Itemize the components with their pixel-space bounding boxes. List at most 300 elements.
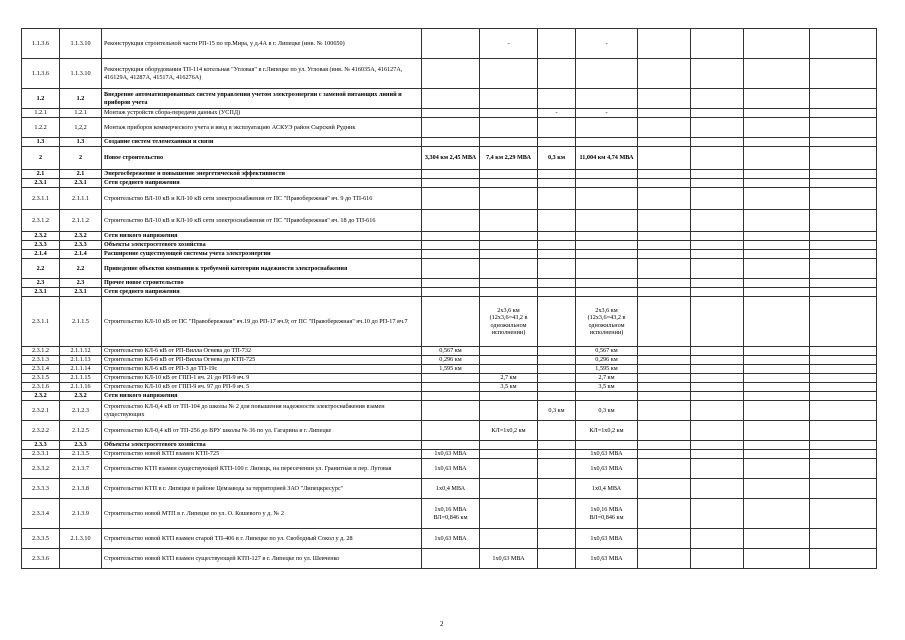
extra-col-3 <box>744 89 810 109</box>
row-code: 2.3 <box>60 279 102 288</box>
extra-col-4 <box>810 279 877 288</box>
row-description: Новое строительство <box>102 147 422 170</box>
value-col-3 <box>538 479 576 499</box>
table-row <box>22 297 877 347</box>
row-number: 2.3 <box>22 279 60 288</box>
extra-col-2 <box>691 392 744 401</box>
extra-col-1 <box>638 365 691 374</box>
extra-col-1 <box>638 297 691 347</box>
value-col-3 <box>538 365 576 374</box>
row-number: 1.2 <box>22 89 60 109</box>
extra-col-1 <box>638 250 691 259</box>
value-col-2 <box>480 347 538 356</box>
value-total <box>576 250 638 259</box>
row-number: 2.1 <box>22 170 60 179</box>
extra-col-2 <box>691 59 744 89</box>
row-description: Строительство новой МТП в г. Липецке по ул. О. Кошевого у д. № 2 <box>102 499 422 529</box>
value-col-2 <box>480 288 538 297</box>
value-total: 0,3 км <box>576 401 638 421</box>
extra-col-2 <box>691 188 744 210</box>
value-total <box>576 441 638 450</box>
value-col-1: 0,296 км <box>422 356 480 365</box>
value-total: 1х0,63 МВА <box>576 450 638 459</box>
row-code: 2.1.3.7 <box>60 459 102 479</box>
extra-col-2 <box>691 288 744 297</box>
row-code: 2.2 <box>60 259 102 279</box>
value-col-1 <box>422 279 480 288</box>
investment-program-table <box>21 28 877 569</box>
row-code: 2.3.1 <box>60 179 102 188</box>
value-col-3 <box>538 138 576 147</box>
extra-col-1 <box>638 499 691 529</box>
extra-col-4 <box>810 29 877 59</box>
row-number: 1.2.1 <box>22 109 60 118</box>
value-col-2 <box>480 459 538 479</box>
row-description: Строительство КЛ-10 кВ от ГПП-1 яч. 21 до РП-9 яч. 9 <box>102 374 422 383</box>
extra-col-3 <box>744 59 810 89</box>
row-code: 2.1.1.2 <box>60 210 102 232</box>
extra-col-3 <box>744 441 810 450</box>
extra-col-2 <box>691 232 744 241</box>
value-col-1: 1х0,63 МВА <box>422 529 480 549</box>
extra-col-3 <box>744 450 810 459</box>
extra-col-1 <box>638 421 691 441</box>
row-description: Реконструкция оборудования ТП-114 котельная "Угловая" в г.Липецке по ул. Угловая (инв. № 416035А, 416127А, 416129А, 41287А, 41517А, 416276А) <box>102 59 422 89</box>
value-col-3 <box>538 356 576 365</box>
extra-col-3 <box>744 188 810 210</box>
value-col-3 <box>538 250 576 259</box>
value-col-1 <box>422 210 480 232</box>
value-col-2 <box>480 109 538 118</box>
value-total <box>576 210 638 232</box>
table-row <box>22 29 877 59</box>
extra-col-2 <box>691 421 744 441</box>
value-col-1: 1х0,63 МВА <box>422 450 480 459</box>
extra-col-2 <box>691 179 744 188</box>
extra-col-1 <box>638 374 691 383</box>
row-code: 2.3.2 <box>60 232 102 241</box>
extra-col-3 <box>744 210 810 232</box>
extra-col-1 <box>638 549 691 569</box>
table-row <box>22 365 877 374</box>
row-number: 2.3.3.6 <box>22 549 60 569</box>
row-code: 1.2 <box>60 89 102 109</box>
table-row <box>22 232 877 241</box>
table-row <box>22 401 877 421</box>
value-col-3: - <box>538 109 576 118</box>
row-number: 2.3.1.5 <box>22 374 60 383</box>
extra-col-3 <box>744 109 810 118</box>
value-col-1: 1х0,63 МВА <box>422 459 480 479</box>
row-number: 2.3.2.2 <box>22 421 60 441</box>
extra-col-2 <box>691 89 744 109</box>
extra-col-1 <box>638 401 691 421</box>
value-col-2: 3,5 км <box>480 383 538 392</box>
row-number: 2.3.1.2 <box>22 210 60 232</box>
table-row <box>22 499 877 529</box>
value-col-1 <box>422 288 480 297</box>
extra-col-1 <box>638 392 691 401</box>
extra-col-3 <box>744 170 810 179</box>
row-number: 2.3.3.2 <box>22 459 60 479</box>
extra-col-4 <box>810 365 877 374</box>
value-col-1 <box>422 170 480 179</box>
value-col-1 <box>422 118 480 138</box>
extra-col-3 <box>744 288 810 297</box>
row-code: 2.1.3.10 <box>60 529 102 549</box>
value-total: 0,296 км <box>576 356 638 365</box>
row-code: 1.3 <box>60 138 102 147</box>
table-row <box>22 179 877 188</box>
row-description: Создание систем телемеханики и связи <box>102 138 422 147</box>
value-col-1 <box>422 179 480 188</box>
extra-col-4 <box>810 59 877 89</box>
row-number: 1.1.3.6 <box>22 59 60 89</box>
row-code: 2.1.2.3 <box>60 401 102 421</box>
extra-col-1 <box>638 529 691 549</box>
row-description: Строительство новой КТП взамен КТП-725 <box>102 450 422 459</box>
value-col-2 <box>480 138 538 147</box>
row-number: 2.3.2 <box>22 392 60 401</box>
extra-col-4 <box>810 392 877 401</box>
extra-col-3 <box>744 421 810 441</box>
table-row <box>22 459 877 479</box>
value-total: - <box>576 109 638 118</box>
value-col-2 <box>480 450 538 459</box>
value-col-1: 3,304 км 2,45 МВА <box>422 147 480 170</box>
value-col-2 <box>480 188 538 210</box>
row-description: Объекты электросетевого хозяйства <box>102 241 422 250</box>
row-code <box>60 549 102 569</box>
extra-col-3 <box>744 347 810 356</box>
table-row <box>22 383 877 392</box>
extra-col-3 <box>744 259 810 279</box>
row-description: Строительство КЛ-6 кВ от РП-Вилла Огнева до КТП-725 <box>102 356 422 365</box>
row-description: Приведение объектов компании к требуемой категории надежности электроснабжения <box>102 259 422 279</box>
value-col-2 <box>480 179 538 188</box>
table-row <box>22 138 877 147</box>
value-total: 1х0,63 МВА <box>576 529 638 549</box>
value-col-2 <box>480 118 538 138</box>
value-col-3 <box>538 89 576 109</box>
value-col-1 <box>422 421 480 441</box>
value-col-1 <box>422 188 480 210</box>
extra-col-1 <box>638 356 691 365</box>
extra-col-2 <box>691 347 744 356</box>
row-number: 2.3.1.3 <box>22 356 60 365</box>
value-total: 11,004 км 4,74 МВА <box>576 147 638 170</box>
extra-col-3 <box>744 29 810 59</box>
table-row <box>22 529 877 549</box>
row-description: Сети низкого напряжения <box>102 392 422 401</box>
value-col-3 <box>538 374 576 383</box>
row-description: Строительство ВЛ-10 кВ и КЛ-10 кВ сети электроснабжения от ПС "Правобережная" яч. 9 до ТП-616 <box>102 188 422 210</box>
extra-col-1 <box>638 479 691 499</box>
value-col-3 <box>538 392 576 401</box>
value-total <box>576 170 638 179</box>
extra-col-3 <box>744 356 810 365</box>
extra-col-4 <box>810 297 877 347</box>
value-col-3 <box>538 459 576 479</box>
value-col-2: 1х0,63 МВА <box>480 549 538 569</box>
row-number: 2.3.3.3 <box>22 479 60 499</box>
row-description: Реконструкция строительной части РП-15 по пр.Мира, у д.4А в г. Липецке (инв. № 100650) <box>102 29 422 59</box>
value-total <box>576 288 638 297</box>
row-description: Внедрение автоматизированных систем управления учетом электроэнергии с заменой питающих линий и приборов учета <box>102 89 422 109</box>
extra-col-2 <box>691 241 744 250</box>
row-code: 2 <box>60 147 102 170</box>
row-number: 2.3.3.1 <box>22 450 60 459</box>
extra-col-1 <box>638 241 691 250</box>
extra-col-2 <box>691 250 744 259</box>
table-row <box>22 147 877 170</box>
value-total <box>576 279 638 288</box>
row-description: Строительство КТП в г. Липецке в районе Цемзавода за территорией ЗАО "Липецкресурс" <box>102 479 422 499</box>
extra-col-4 <box>810 147 877 170</box>
row-number: 2.3.1.2 <box>22 347 60 356</box>
extra-col-1 <box>638 118 691 138</box>
extra-col-2 <box>691 383 744 392</box>
row-number: 2.3.1 <box>22 288 60 297</box>
row-code: 2.1.3.8 <box>60 479 102 499</box>
value-col-3 <box>538 288 576 297</box>
extra-col-2 <box>691 279 744 288</box>
value-col-2: - <box>480 29 538 59</box>
table-row <box>22 250 877 259</box>
row-description: Строительство КЛ-10 кВ от ГПП-9 яч. 97 до РП-9 яч. 5 <box>102 383 422 392</box>
value-col-1 <box>422 297 480 347</box>
row-description: Энергосбережение и повышение энергетической эффективности <box>102 170 422 179</box>
extra-col-1 <box>638 288 691 297</box>
extra-col-4 <box>810 383 877 392</box>
value-col-2 <box>480 210 538 232</box>
value-col-1: 0,567 км <box>422 347 480 356</box>
row-code: 2.1.3.9 <box>60 499 102 529</box>
row-description: Сети среднего напряжения <box>102 179 422 188</box>
row-number: 1.1.3.6 <box>22 29 60 59</box>
value-col-3 <box>538 549 576 569</box>
value-col-1 <box>422 374 480 383</box>
extra-col-1 <box>638 232 691 241</box>
extra-col-3 <box>744 179 810 188</box>
extra-col-3 <box>744 459 810 479</box>
value-total: 0,567 км <box>576 347 638 356</box>
extra-col-1 <box>638 441 691 450</box>
value-col-2 <box>480 441 538 450</box>
row-description: Строительство ВЛ-10 кВ и КЛ-10 кВ сети электроснабжения от ПС "Правобережная" яч. 18 до ТП-616 <box>102 210 422 232</box>
table-row <box>22 241 877 250</box>
extra-col-4 <box>810 401 877 421</box>
row-number: 2.3.3 <box>22 241 60 250</box>
row-code: 2.3.1 <box>60 288 102 297</box>
row-code: 2.1.1.1 <box>60 188 102 210</box>
value-col-1 <box>422 259 480 279</box>
value-total: 1х0,16 МВА ВЛ=0,846 км <box>576 499 638 529</box>
value-total: 3,5 км <box>576 383 638 392</box>
value-col-1 <box>422 109 480 118</box>
extra-col-3 <box>744 383 810 392</box>
row-code: 2.1.1.14 <box>60 365 102 374</box>
value-col-1 <box>422 401 480 421</box>
row-code: 1.2.1 <box>60 109 102 118</box>
value-total: 1х0,63 МВА <box>576 549 638 569</box>
extra-col-2 <box>691 138 744 147</box>
table-row <box>22 479 877 499</box>
extra-col-3 <box>744 374 810 383</box>
table-row <box>22 109 877 118</box>
extra-col-1 <box>638 210 691 232</box>
extra-col-4 <box>810 241 877 250</box>
row-code: 2.1 <box>60 170 102 179</box>
table-row <box>22 170 877 179</box>
value-total <box>576 188 638 210</box>
extra-col-2 <box>691 109 744 118</box>
value-col-2 <box>480 250 538 259</box>
extra-col-4 <box>810 170 877 179</box>
value-col-2: 7,4 км 2,29 МВА <box>480 147 538 170</box>
value-col-1 <box>422 232 480 241</box>
value-col-2 <box>480 89 538 109</box>
extra-col-1 <box>638 170 691 179</box>
row-number: 2 <box>22 147 60 170</box>
value-total <box>576 138 638 147</box>
extra-col-1 <box>638 89 691 109</box>
table-row <box>22 421 877 441</box>
value-col-3 <box>538 210 576 232</box>
extra-col-2 <box>691 459 744 479</box>
extra-col-1 <box>638 147 691 170</box>
extra-col-2 <box>691 210 744 232</box>
value-col-2 <box>480 479 538 499</box>
extra-col-4 <box>810 459 877 479</box>
table-row <box>22 288 877 297</box>
value-col-2 <box>480 356 538 365</box>
extra-col-2 <box>691 170 744 179</box>
row-description: Строительство КТП взамен существующей КТП-100 г. Липецк, на пересечении ул. Гранитная и пер. Луговая <box>102 459 422 479</box>
row-number: 2.3.1.6 <box>22 383 60 392</box>
extra-col-1 <box>638 109 691 118</box>
value-total: КЛ=1х0,2 км <box>576 421 638 441</box>
extra-col-3 <box>744 241 810 250</box>
document-page <box>21 28 876 569</box>
value-col-3 <box>538 279 576 288</box>
row-description: Строительство КЛ-6 кВ от РП-3 до ТП-19с <box>102 365 422 374</box>
value-total: 1,595 км <box>576 365 638 374</box>
row-code: 2.1.1.5 <box>60 297 102 347</box>
extra-col-3 <box>744 365 810 374</box>
extra-col-1 <box>638 29 691 59</box>
value-col-2: 2,7 км <box>480 374 538 383</box>
value-total: 1х0,63 МВА <box>576 459 638 479</box>
value-col-3 <box>538 347 576 356</box>
value-total <box>576 59 638 89</box>
extra-col-2 <box>691 529 744 549</box>
row-code: 2.3.2 <box>60 392 102 401</box>
row-description: Строительство КЛ-0,4 кВ от ТП-104 до школы № 2 для повышения надежности электроснабжения взамен существующих <box>102 401 422 421</box>
value-total: 1х0,4 МВА <box>576 479 638 499</box>
row-description: Монтаж приборов коммерческого учета и ввод в эксплуатацию АСКУЭ район Сырский Рудник <box>102 118 422 138</box>
extra-col-4 <box>810 356 877 365</box>
extra-col-3 <box>744 250 810 259</box>
extra-col-1 <box>638 59 691 89</box>
extra-col-4 <box>810 118 877 138</box>
table-row <box>22 392 877 401</box>
row-description: Прочее новое строительство <box>102 279 422 288</box>
row-number: 2.3.1.4 <box>22 365 60 374</box>
extra-col-1 <box>638 138 691 147</box>
value-col-1 <box>422 59 480 89</box>
table-row <box>22 279 877 288</box>
value-col-1 <box>422 383 480 392</box>
extra-col-2 <box>691 147 744 170</box>
value-col-1 <box>422 441 480 450</box>
extra-col-1 <box>638 179 691 188</box>
value-col-2 <box>480 241 538 250</box>
row-code: 1.1.3.10 <box>60 59 102 89</box>
extra-col-3 <box>744 499 810 529</box>
row-number: 2.1.4 <box>22 250 60 259</box>
row-code: 2.1.1.15 <box>60 374 102 383</box>
row-code: 2.1.3.5 <box>60 450 102 459</box>
extra-col-3 <box>744 232 810 241</box>
row-description: Строительство новой КТП взамен старой ТП-406 в г. Липецке по ул. Свободный Сокол у д. 28 <box>102 529 422 549</box>
extra-col-3 <box>744 147 810 170</box>
value-col-1 <box>422 250 480 259</box>
value-col-1 <box>422 138 480 147</box>
row-description: Строительство КЛ-10 кВ от ПС "Правобережная" яч.19 до РП-17 яч.9; от ПС "Правобережная" яч.10 до РП-17 яч.7 <box>102 297 422 347</box>
extra-col-4 <box>810 232 877 241</box>
extra-col-4 <box>810 89 877 109</box>
page-number: 2 <box>440 620 444 628</box>
extra-col-3 <box>744 297 810 347</box>
extra-col-4 <box>810 529 877 549</box>
value-col-3 <box>538 297 576 347</box>
extra-col-4 <box>810 179 877 188</box>
value-col-2 <box>480 529 538 549</box>
extra-col-4 <box>810 479 877 499</box>
row-description: Сети среднего напряжения <box>102 288 422 297</box>
extra-col-4 <box>810 347 877 356</box>
value-col-2: КЛ=1х0,2 км <box>480 421 538 441</box>
extra-col-1 <box>638 259 691 279</box>
row-number: 2.3.2.1 <box>22 401 60 421</box>
extra-col-2 <box>691 29 744 59</box>
extra-col-4 <box>810 250 877 259</box>
extra-col-4 <box>810 441 877 450</box>
extra-col-4 <box>810 499 877 529</box>
row-description: Объекты электросетевого хозяйства <box>102 441 422 450</box>
extra-col-4 <box>810 109 877 118</box>
table-row <box>22 210 877 232</box>
value-col-3 <box>538 179 576 188</box>
value-col-3 <box>538 118 576 138</box>
value-col-2 <box>480 499 538 529</box>
value-col-3 <box>538 441 576 450</box>
row-number: 1.3 <box>22 138 60 147</box>
extra-col-2 <box>691 259 744 279</box>
value-col-2 <box>480 365 538 374</box>
value-col-3 <box>538 499 576 529</box>
extra-col-4 <box>810 288 877 297</box>
value-col-1 <box>422 89 480 109</box>
extra-col-2 <box>691 356 744 365</box>
extra-col-2 <box>691 374 744 383</box>
extra-col-3 <box>744 279 810 288</box>
value-col-3: 0,3 км <box>538 147 576 170</box>
row-description: Строительство новой КТП взамен существующей КТП-127 в г. Липецке по ул. Шевченко <box>102 549 422 569</box>
extra-col-1 <box>638 459 691 479</box>
row-number: 2.2 <box>22 259 60 279</box>
